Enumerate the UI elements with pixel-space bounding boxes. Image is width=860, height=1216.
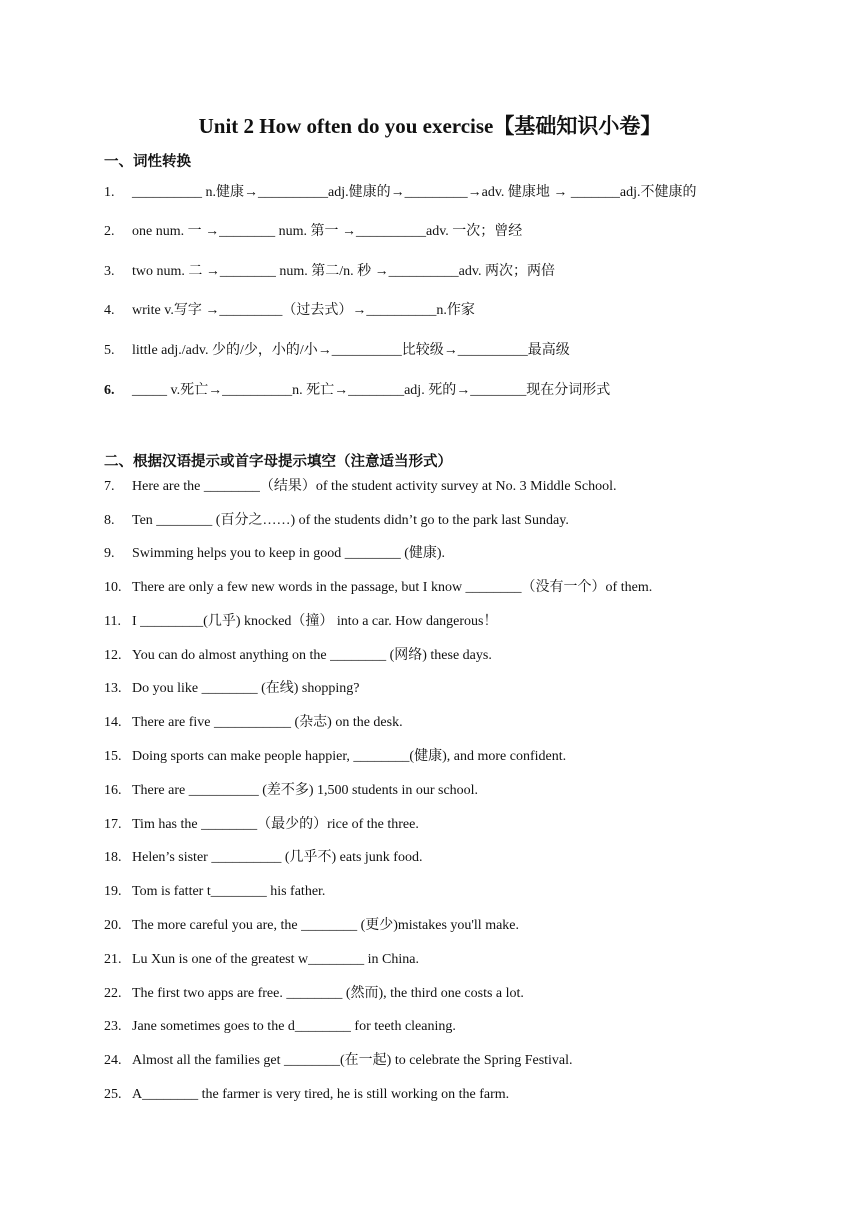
question-item (104, 746, 824, 768)
question-number: 17. (104, 817, 122, 832)
question-number: 14. (104, 715, 122, 730)
question-item (104, 261, 824, 283)
question-item (104, 1084, 824, 1106)
question-text: There are only a few new words in the passage, but I know ________（没有一个）of them. (132, 580, 653, 595)
question-number: 20. (104, 918, 122, 933)
question-number: 1. (104, 185, 115, 200)
page-title: Unit 2 How often do you exercise【基础知识小卷】 (198, 114, 662, 138)
question-number: 18. (104, 850, 122, 865)
question-number: 2. (104, 224, 115, 239)
question-text: _____ v.死亡→__________n. 死亡→________adj. 死的→________现在分词形式 (132, 383, 611, 398)
question-number: 24. (104, 1053, 122, 1068)
question-item (104, 949, 824, 971)
question-text: Tim has the ________（最少的）rice of the three. (132, 817, 419, 832)
question-text: Doing sports can make people happier, ________(健康), and more confident. (132, 749, 567, 764)
question-number: 5. (104, 343, 115, 358)
question-item (104, 543, 824, 565)
question-item (104, 577, 824, 599)
question-text: Ten ________ (百分之……) of the students didn’t go to the park last Sunday. (132, 513, 569, 528)
question-text: Swimming helps you to keep in good ________ (健康). (132, 546, 446, 561)
section-heading-fill-blanks: 二、根据汉语提示或首字母提示填空（注意适当形式） (104, 454, 452, 470)
question-text: Helen’s sister __________ (几乎不) eats junk food. (132, 850, 423, 865)
question-number: 8. (104, 513, 115, 528)
question-number: 3. (104, 264, 115, 279)
question-number: 13. (104, 681, 122, 696)
question-item (104, 983, 824, 1005)
question-item (104, 340, 824, 362)
question-item (104, 780, 824, 802)
question-text: There are __________ (差不多) 1,500 students in our school. (132, 783, 479, 798)
question-number: 19. (104, 884, 122, 899)
question-text: Jane sometimes goes to the d________ for teeth cleaning. (132, 1019, 456, 1034)
question-text: one num. 一 →________ num. 第一 →__________adv. 一次；曾经 (132, 224, 523, 239)
question-text: I _________(几乎) knocked（撞） into a car. How dangerous！ (132, 614, 498, 629)
question-item (104, 814, 824, 836)
question-number: 11. (104, 614, 121, 629)
question-text: The more careful you are, the ________ (更少)mistakes you'll make. (132, 918, 520, 933)
question-number: 7. (104, 479, 115, 494)
question-item (104, 1016, 824, 1038)
question-number: 23. (104, 1019, 122, 1034)
question-number: 15. (104, 749, 122, 764)
question-item (104, 847, 824, 869)
question-number: 9. (104, 546, 115, 561)
question-text: two num. 二 →________ num. 第二/n. 秒 →__________adv. 两次；两倍 (132, 264, 555, 279)
question-item (104, 221, 824, 243)
question-item (104, 678, 824, 700)
section-heading-word-forms: 一、词性转换 (104, 154, 191, 170)
question-item (104, 300, 824, 322)
question-text: The first two apps are free. ________ (然而), the third one costs a lot. (132, 986, 524, 1001)
question-text: Here are the ________（结果）of the student activity survey at No. 3 Middle School. (132, 479, 617, 494)
question-item (104, 645, 824, 667)
question-text: Lu Xun is one of the greatest w________ in China. (132, 952, 419, 967)
question-text: Do you like ________ (在线) shopping? (132, 681, 360, 696)
question-number: 25. (104, 1087, 122, 1102)
question-text: A________ the farmer is very tired, he is still working on the farm. (132, 1087, 510, 1102)
question-text: little adj./adv. 少的/少，小的/小→__________比较级→__________最高级 (132, 343, 570, 358)
question-number: 21. (104, 952, 122, 967)
question-number: 10. (104, 580, 122, 595)
question-item (104, 712, 824, 734)
question-text: Almost all the families get ________(在一起) to celebrate the Spring Festival. (132, 1053, 573, 1068)
question-item (104, 510, 824, 532)
question-text: There are five ___________ (杂志) on the desk. (132, 715, 403, 730)
question-item (104, 881, 824, 903)
question-item (104, 915, 824, 937)
question-item (104, 380, 824, 402)
question-number: 16. (104, 783, 122, 798)
question-number: 22. (104, 986, 122, 1001)
question-text: write v.写字 →_________（过去式）→__________n.作家 (132, 303, 475, 318)
question-number: 12. (104, 648, 122, 663)
question-item (104, 476, 824, 498)
question-item (104, 611, 824, 633)
question-number: 4. (104, 303, 115, 318)
question-item (104, 182, 824, 204)
question-item (104, 1050, 824, 1072)
question-text: Tom is fatter t________ his father. (132, 884, 326, 899)
question-text: You can do almost anything on the ________ (网络) these days. (132, 648, 492, 663)
question-number: 6. (104, 383, 115, 398)
question-text: __________ n.健康→__________adj.健康的→_________→adv. 健康地 → _______adj.不健康的 (132, 185, 697, 200)
